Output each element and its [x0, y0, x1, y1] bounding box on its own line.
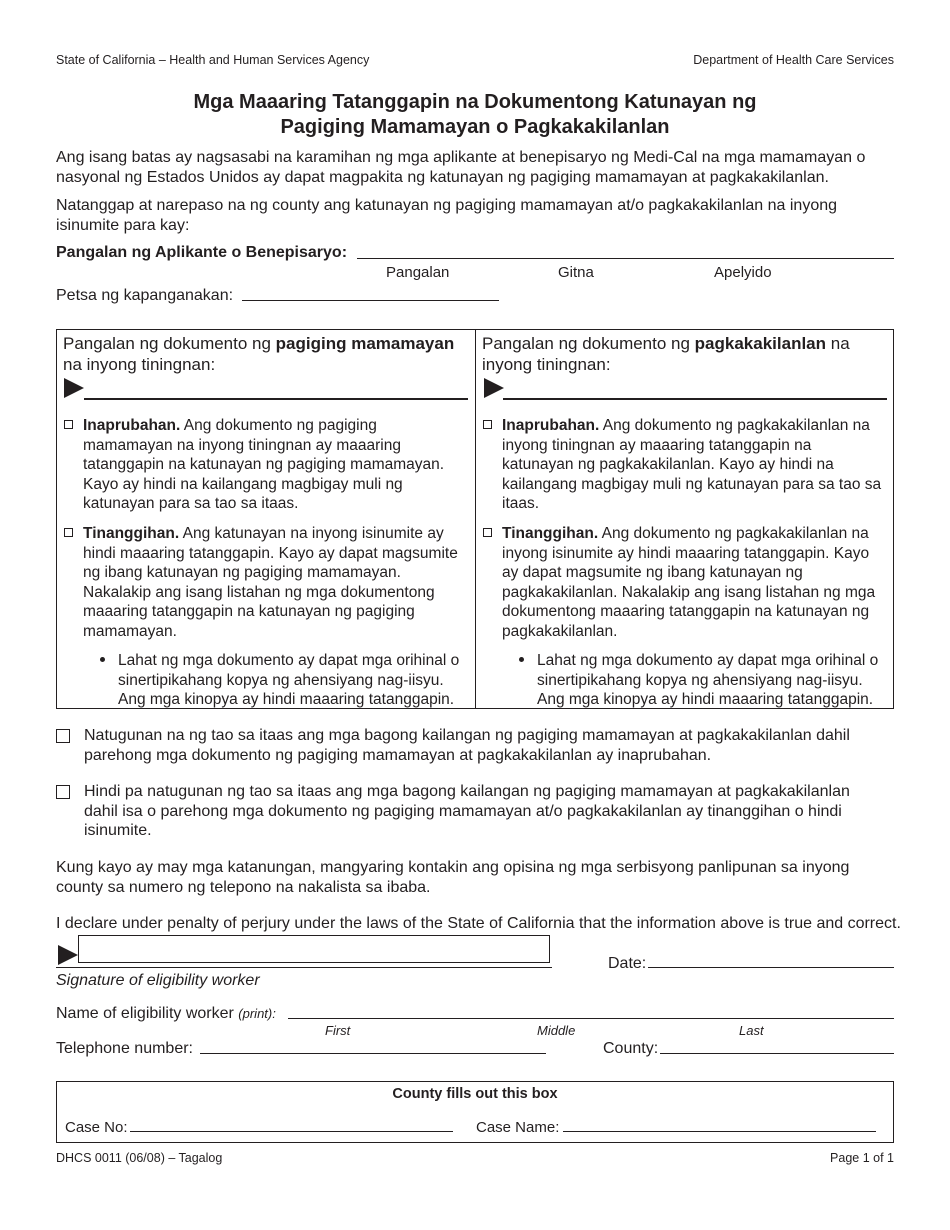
page-number: Page 1 of 1 [830, 1151, 894, 1165]
arrow-icon [58, 945, 78, 965]
signature-field[interactable] [78, 935, 550, 963]
requirements-met-checkbox[interactable] [56, 729, 70, 743]
middle-name-caption: Gitna [558, 264, 594, 281]
worker-name-field[interactable] [288, 1018, 894, 1019]
case-no-field[interactable] [130, 1131, 453, 1132]
citizenship-doc-heading: Pangalan ng dokumento ng pagiging mamamayan na inyong tiningnan: [63, 334, 455, 374]
case-name-label: Case Name: [476, 1119, 560, 1136]
worker-middle-caption: Middle [537, 1023, 576, 1038]
dob-label: Petsa ng kapanganakan: [56, 287, 234, 304]
column-divider [475, 329, 476, 709]
citizenship-original-docs-note: Lahat ng mga dokumento ay dapat mga orihinal o sinertipikahang kopya ng ahensiyang nag-iisyu. Ang mga kinopya ay hindi maaaring tatanggapin. [118, 652, 460, 709]
applicant-name-label: Pangalan ng Aplikante o Benepisaryo: [56, 244, 348, 261]
identity-approved-checkbox[interactable] [483, 420, 492, 429]
bullet-icon [519, 657, 524, 662]
signature-line [56, 967, 552, 968]
citizenship-denied-text: Tinanggihan. Ang katunayan na inyong isinumite ay hindi maaaring tatanggapin. Kayo ay dapat magsumite ng ibang katunayan ng pagiging mamamayan. Nakalakip ang isang listahan ng mga dokumentong maaaring tatanggapin na katunayan ng pagiging mamamayan. [83, 525, 458, 640]
identity-denied-checkbox[interactable] [483, 528, 492, 537]
applicant-name-field[interactable] [357, 258, 894, 259]
county-label: County: [603, 1040, 659, 1057]
requirements-not-met-text: Hindi pa natugunan ng tao sa itaas ang mga bagong kailangan ng pagiging mamamayan at pagkakakilanlan dahil isa o parehong mga dokumento ng pagiging mamamayan at/o pagkakakilanlan ay tinanggihan o hindi isinumite. [84, 783, 850, 839]
intro-paragraph: Ang isang batas ay nagsasabi na karamihan ng mga aplikante at benepisaryo ng Medi-Cal na mga mamamayan o nasyonal ng Estados Unidos ay dapat magpakita ng katunayan ng pagiging mamamayan at pagkakakilanlan. [56, 149, 866, 186]
citizenship-approved-checkbox[interactable] [64, 420, 73, 429]
case-name-field[interactable] [563, 1131, 876, 1132]
questions-paragraph: Kung kayo ay may mga katanungan, mangyaring kontakin ang opisina ng mga serbisyong panlipunan sa inyong county sa numero ng telepono na nakalista sa ibaba. [56, 859, 850, 896]
department-header: Department of Health Care Services [693, 53, 894, 67]
worker-last-caption: Last [739, 1023, 764, 1038]
identity-original-docs-note: Lahat ng mga dokumento ay dapat mga orihinal o sinertipikahang kopya ng ahensiyang nag-iisyu. Ang mga kinopya ay hindi maaaring tatanggapin. [537, 652, 879, 709]
county-box-title: County fills out this box [392, 1086, 558, 1102]
worker-name-label: Name of eligibility worker (print): [56, 1005, 276, 1022]
case-no-label: Case No: [65, 1119, 128, 1136]
telephone-field[interactable] [200, 1053, 546, 1054]
date-label: Date: [608, 955, 647, 972]
title-line-1: Mga Maaaring Tatanggapin na Dokumentong Katunayan ng [193, 91, 757, 113]
last-name-caption: Apelyido [714, 264, 772, 281]
identity-doc-field[interactable] [503, 398, 887, 400]
arrow-icon [64, 378, 84, 398]
identity-denied-text: Tinanggihan. Ang dokumento ng pagkakakilanlan na inyong isinumite ay hindi maaaring tatanggapin. Kayo ay dapat magsumite ng ibang katunayan ng pagkakakilanlan. Nakalakip ang isang listahan ng mga dokumentong maaaring tatanggapin na katunayan ng pagkakakilanlan. [502, 525, 876, 640]
identity-doc-heading: Pangalan ng dokumento ng pagkakakilanlan na inyong tiningnan: [482, 334, 850, 374]
telephone-label: Telephone number: [56, 1040, 193, 1057]
citizenship-denied-checkbox[interactable] [64, 528, 73, 537]
first-name-caption: Pangalan [386, 264, 450, 281]
worker-first-caption: First [325, 1023, 351, 1038]
citizenship-approved-text: Inaprubahan. Ang dokumento ng pagiging mamamayan na inyong tiningnan ay maaaring tatanggapin na katunayan ng pagiging mamamayan. Kayo ay hindi na kailangang magbigay muli ng katunayan para sa tao sa itaas. [83, 417, 445, 513]
date-field[interactable] [648, 967, 894, 968]
requirements-met-text: Natugunan na ng tao sa itaas ang mga bagong kailangan ng pagiging mamamayan at pagkakakilanlan dahil parehong mga dokumento ng pagiging mamamayan at pagkakakilanlan ay inaprubahan. [84, 727, 850, 764]
received-paragraph: Natanggap at narepaso na ng county ang katunayan ng pagiging mamamayan at/o pagkakakilanlan na inyong isinumite para kay: [56, 197, 838, 234]
identity-approved-text: Inaprubahan. Ang dokumento ng pagkakakilanlan na inyong tiningnan ay maaaring tatanggapin na katunayan ng pagkakakilanlan. Kayo ay hindi na kailangang magbigay muli ng katunayan para sa tao sa itaas. [502, 417, 882, 513]
bullet-icon [100, 657, 105, 662]
arrow-icon [484, 378, 504, 398]
citizenship-doc-field[interactable] [84, 398, 468, 400]
requirements-not-met-checkbox[interactable] [56, 785, 70, 799]
agency-header: State of California – Health and Human Services Agency [56, 53, 370, 67]
dob-field[interactable] [242, 300, 499, 301]
county-field[interactable] [660, 1053, 894, 1054]
title-line-2: Pagiging Mamamayan o Pagkakakilanlan [280, 116, 670, 138]
form-number: DHCS 0011 (06/08) – Tagalog [56, 1151, 223, 1165]
perjury-declaration: I declare under penalty of perjury under the laws of the State of California that the information above is true and correct. [56, 915, 901, 932]
signature-label: Signature of eligibility worker [56, 972, 260, 989]
page-title [56, 90, 894, 140]
